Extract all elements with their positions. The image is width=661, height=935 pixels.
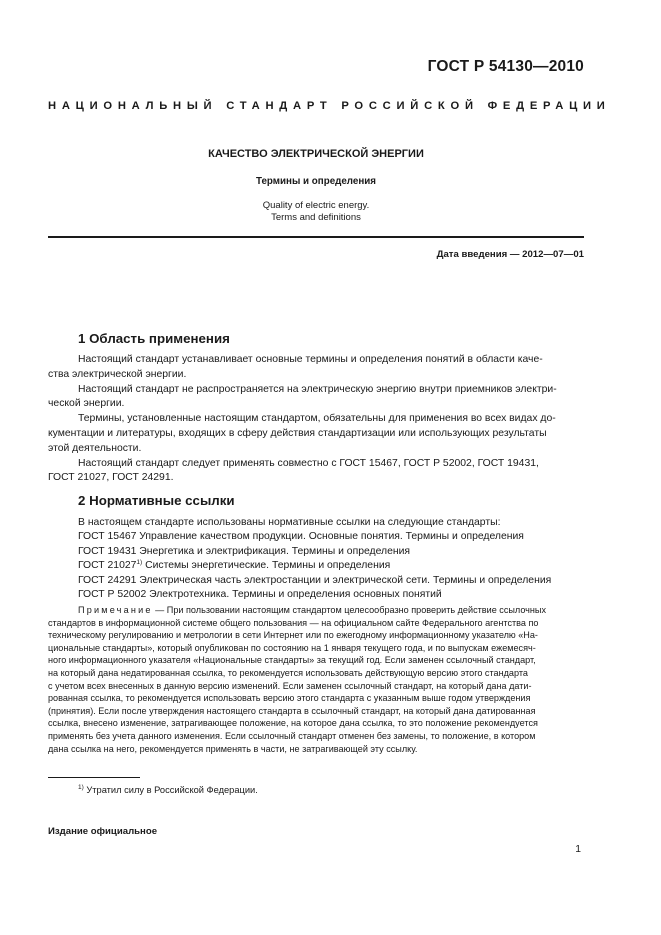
note-line: циональные стандарты», который опубликован по состоянию на 1 января текущего года, и по выпускам ежемесяч- [48,642,536,653]
paragraph-line: Настоящий стандарт следует применять совместно с ГОСТ 15467, ГОСТ Р 52002, ГОСТ 19431, [78,457,539,469]
reference-item: ГОСТ 19431 Энергетика и электрификация. Термины и определения [78,545,411,557]
note-line: (принятия). Если после утверждения настоящего стандарта в ссылочный стандарт, на который дана датированная [48,705,536,716]
reference-code: ГОСТ 21027 [78,560,137,572]
note-line: на который дана недатированная ссылка, то рекомендуется использовать действующую версию этого стандарта [48,667,528,678]
national-standard-banner: НАЦИОНАЛЬНЫЙ СТАНДАРТ РОССИЙСКОЙ ФЕДЕРАЦИИ [48,100,611,112]
note-line: с учетом всех внесенных в данную версию изменений. Если заменен ссылочный стандарт, на который дана дати- [48,680,532,691]
note-line: дана ссылка на него, рекомендуется применять в части, не затрагивающей эту ссылку. [48,743,418,754]
reference-item: ГОСТ Р 52002 Электротехника. Термины и определения основных понятий [78,589,442,601]
title-divider [48,236,584,238]
paragraph-line: ства электрической энергии. [48,368,187,380]
note-label: Примечание [78,605,153,615]
standard-subtitle: Термины и определения [255,176,377,187]
footnote-marker: 1) [78,784,84,791]
paragraph-line: этой деятельности. [48,442,142,454]
english-title: Quality of electric energy. [262,200,370,211]
introduction-date: Дата введения — 2012—07—01 [436,249,584,260]
note-line: применять без учета данного изменения. Если ссылочный стандарт отменен без замены, то положение, в котором [48,730,536,741]
official-edition-label: Издание официальное [48,826,158,837]
page-number: 1 [575,844,581,855]
note-line: рованная ссылка, то рекомендуется использовать версию этого стандарта с указанным выше годом утверждения [48,693,531,704]
footnote-marker: 1) [136,559,143,567]
paragraph-line: ГОСТ 21027, ГОСТ 24291. [48,472,174,484]
section-1-body [48,353,584,486]
reference-item [78,559,584,573]
footnote [78,785,258,795]
section-2-heading: 2 Нормативные ссылки [78,493,235,508]
note-line: ного информационного указателя «Национальные стандарты» за текущий год. Если заменен ссылочный стандарт, [48,655,536,666]
note-line: ссылка, внесено изменение, затрагивающее положение, на которое дана ссылка, то это положение рекомендуется [48,718,538,729]
note-line [48,604,584,617]
paragraph-line: Настоящий стандарт не распространяется на электрическую энергию внутри приемников электри- [78,383,557,395]
document-number: ГОСТ Р 54130—2010 [427,58,584,75]
note-line: техническому регулированию и метрологии в сети Интернет или по ежегодному информационному указателю «На- [48,630,538,641]
reference-title: Системы энергетические. Термины и определения [142,560,391,572]
standard-title: КАЧЕСТВО ЭЛЕКТРИЧЕСКОЙ ЭНЕРГИИ [208,148,424,160]
normative-references [78,516,584,602]
footnote-divider [48,777,140,778]
paragraph-line: кументации и литературы, входящих в сферу действия стандартизации или использующих результаты [48,427,547,439]
reference-item: ГОСТ 24291 Электрическая часть электростанции и электрической сети. Термины и определения [78,574,552,586]
note-line: стандартов в информационной системе общего пользования — на официальном сайте Федерального агентства по [48,617,539,628]
paragraph-line: ческой энергии. [48,398,125,410]
english-subtitle: Terms and definitions [271,212,361,223]
footnote-text: Утратил силу в Российской Федерации. [83,785,258,795]
section-1-heading: 1 Область применения [78,331,230,346]
paragraph-line: Настоящий стандарт устанавливает основные термины и определения понятий в области каче- [78,354,543,365]
reference-item: ГОСТ 15467 Управление качеством продукции. Основные понятия. Термины и определения [78,531,524,543]
paragraph-line: Термины, установленные настоящим стандартом, обязательны для применения во всех видах до- [78,413,556,425]
note-block [48,604,584,755]
references-intro: В настоящем стандарте использованы нормативные ссылки на следующие стандарты: [78,517,501,528]
note-text: — При пользовании настоящим стандартом целесообразно проверить действие ссылочных [152,605,547,615]
